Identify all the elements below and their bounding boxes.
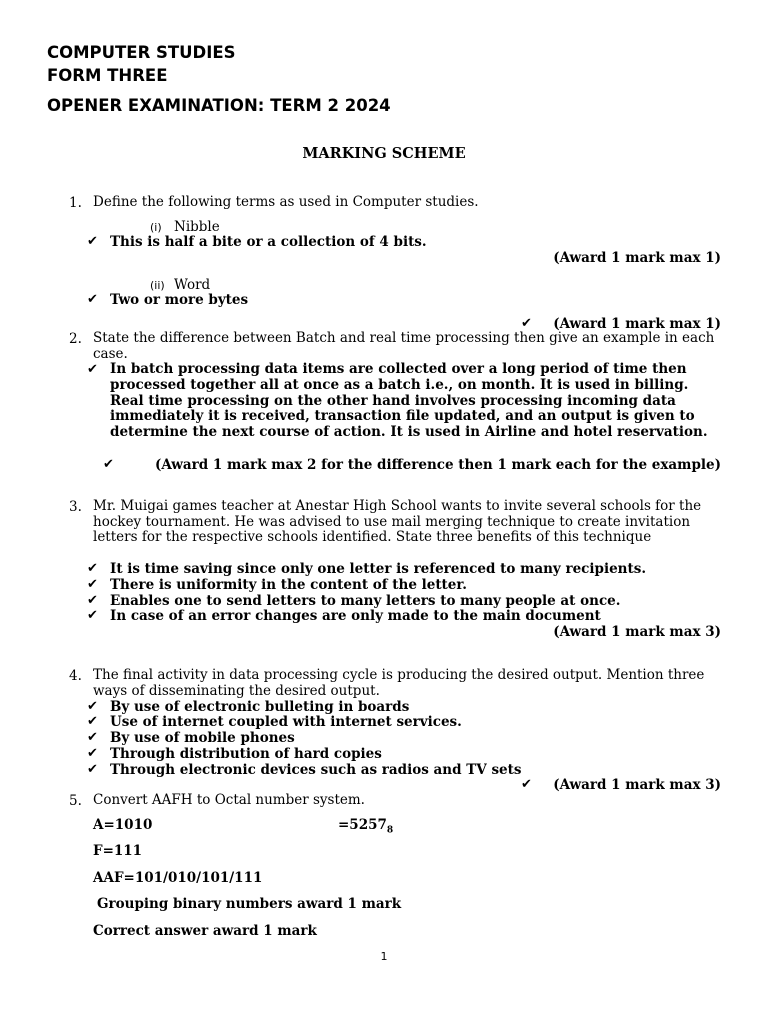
- octal-base-subscript: 8: [386, 825, 394, 836]
- check-icon: ✔: [87, 362, 98, 377]
- answer-line: This is half a bite or a collection of 4 bits.: [110, 234, 427, 250]
- check-icon: ✔: [87, 608, 98, 623]
- check-icon: ✔: [87, 292, 98, 307]
- answer-line: Through electronic devices such as radios and TV sets: [110, 762, 522, 778]
- award-note: (Award 1 mark max 3): [553, 777, 721, 793]
- answer-line: In case of an error changes are only made to the main document: [110, 608, 601, 624]
- question-number: 5.: [69, 793, 82, 809]
- award-note: (Award 1 mark max 2 for the difference then 1 mark each for the example): [154, 457, 721, 473]
- marking-note: Correct answer award 1 mark: [93, 923, 317, 939]
- check-icon: ✔: [521, 316, 532, 331]
- binary-grouping-line: AAF=101/010/101/111: [93, 870, 263, 886]
- answer-line: Through distribution of hard copies: [110, 746, 382, 762]
- roman-numeral: (ii): [150, 279, 165, 292]
- term-label: Word: [174, 277, 211, 293]
- award-note: (Award 1 mark max 1): [553, 250, 721, 266]
- answer-line: There is uniformity in the content of the letter.: [110, 577, 467, 593]
- check-icon: ✔: [87, 234, 98, 249]
- check-icon: ✔: [87, 577, 98, 592]
- check-icon: ✔: [87, 699, 98, 714]
- check-icon: ✔: [103, 457, 114, 472]
- question-number: 1.: [69, 195, 82, 211]
- answer-line: By use of electronic bulleting in boards: [110, 699, 410, 715]
- octal-result: [338, 817, 393, 836]
- document-title: MARKING SCHEME: [302, 145, 466, 162]
- subject-heading: COMPUTER STUDIES: [47, 43, 236, 62]
- check-icon: ✔: [521, 777, 532, 792]
- form-heading: FORM THREE: [47, 66, 168, 85]
- question-number: 2.: [69, 331, 82, 347]
- check-icon: ✔: [87, 714, 98, 729]
- question-text: State the difference between Batch and real time processing then give an example in each case.: [93, 330, 715, 362]
- answer-line: It is time saving since only one letter is referenced to many recipients.: [110, 561, 647, 577]
- award-note: (Award 1 mark max 3): [553, 624, 721, 640]
- question-number: 4.: [69, 668, 82, 684]
- question-text: Mr. Muigai games teacher at Anestar High School wants to invite several schools for the hockey tournament. He was advised to use mail merging technique to create invitation letters for the respective schools identified. State three benefits of this technique: [93, 498, 702, 546]
- question-number: 3.: [69, 499, 82, 515]
- award-note: (Award 1 mark max 1): [553, 316, 721, 332]
- term-label: Nibble: [174, 219, 220, 235]
- binary-f-line: F=111: [93, 843, 143, 859]
- exam-heading: OPENER EXAMINATION: TERM 2 2024: [47, 96, 391, 115]
- question-text: The final activity in data processing cycle is producing the desired output. Mention three ways of disseminating the desired output.: [93, 667, 705, 699]
- answer-line: Enables one to send letters to many letters to many people at once.: [110, 593, 621, 609]
- question-text: Convert AAFH to Octal number system.: [93, 792, 365, 808]
- page-number: 1: [380, 950, 388, 963]
- question-text: Define the following terms as used in Computer studies.: [93, 194, 479, 210]
- marking-note: Grouping binary numbers award 1 mark: [97, 896, 402, 912]
- octal-result-value: =5257: [338, 817, 387, 833]
- check-icon: ✔: [87, 762, 98, 777]
- answer-line: Two or more bytes: [110, 292, 249, 308]
- check-icon: ✔: [87, 730, 98, 745]
- check-icon: ✔: [87, 746, 98, 761]
- check-icon: ✔: [87, 561, 98, 576]
- roman-numeral: (i): [150, 221, 162, 234]
- check-icon: ✔: [87, 593, 98, 608]
- binary-a-line: A=1010: [93, 817, 153, 833]
- answer-paragraph: In batch processing data items are collected over a long period of time then processed together all at once as a batch i.e., on month. It is used in billing. Real time processing on the other hand involves processing incoming data immediately it is received, transaction file updated, and an output is given to determine the next course of action. It is used in Airline and hotel reservation.: [110, 361, 708, 441]
- answer-line: Use of internet coupled with internet services.: [110, 714, 462, 730]
- answer-line: By use of mobile phones: [110, 730, 295, 746]
